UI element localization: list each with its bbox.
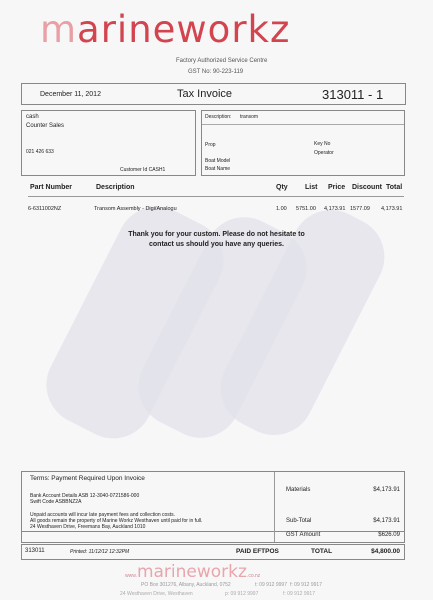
- col-part-number: Part Number: [30, 184, 73, 191]
- cell-total: 4,173.91: [381, 206, 403, 212]
- subtotal-label: Sub-Total: [286, 518, 312, 524]
- cell-qty: 1.00: [276, 206, 287, 212]
- footer-po-box: PO Box 301276, Albany, Auckland, 0752: [141, 582, 231, 588]
- late-fee-note: Unpaid accounts will incur late payment fees and collection costs.: [30, 512, 176, 518]
- cell-description: Transom Assembly - Digi/Analogu: [94, 206, 177, 212]
- footer-street: 24 Westhaven Drive, Westhaven: [120, 591, 193, 597]
- total-value: $4,800.00: [371, 548, 400, 555]
- customer-phone: 021 426 633: [26, 149, 54, 155]
- col-total: Total: [386, 184, 403, 191]
- footer-fax: f: 09 912 9917: [290, 582, 322, 588]
- footer-phone-2: p: 09 912 9997: [225, 591, 259, 597]
- invoice-ref: 313011: [25, 548, 45, 554]
- total-bar: [21, 544, 405, 560]
- gst-row: [21, 530, 405, 543]
- prop-label: Prop: [205, 142, 216, 148]
- terms-divider: [274, 472, 275, 531]
- invoice-title: Tax Invoice: [177, 88, 233, 100]
- ownership-note: All goods remain the property of Marine Workz Westhaven until paid for in full.: [30, 518, 203, 524]
- subtotal-value: $4,173.91: [373, 518, 400, 524]
- footer-logo: www.marineworkz.co.nz: [125, 562, 261, 582]
- footer-phone: t: 09 912 9997: [255, 582, 287, 588]
- boat-model-label: Boat Model: [205, 158, 231, 164]
- details-box: [201, 110, 405, 176]
- description-label: Description:: [205, 114, 232, 120]
- address-note: 24 Westhaven Drive, Freemans Bay, Auckland 1010: [30, 524, 146, 530]
- subtitle: Factory Authorized Service Centre: [176, 58, 268, 64]
- thank-you-line-1: Thank you for your custom. Please do not hesitate to: [128, 231, 305, 238]
- cell-price: 4,173.91: [324, 206, 346, 212]
- invoice-number: 313011 - 1: [322, 87, 384, 102]
- terms-label: Terms: Payment Required Upon Invoice: [30, 475, 145, 482]
- paid-status: PAID EFTPOS: [236, 548, 279, 555]
- printed-timestamp: Printed: 11/12/12 12:32PM: [70, 549, 130, 555]
- customer-box: [21, 110, 196, 176]
- col-price: Price: [328, 184, 346, 191]
- header-rule: [28, 196, 404, 197]
- description-value: transom: [240, 114, 259, 120]
- operator-label: Operator: [314, 150, 334, 156]
- customer-id: Customer Id CASH1: [120, 167, 166, 173]
- company-logo: marineworkz: [40, 8, 291, 51]
- customer-type: Counter Sales: [26, 123, 65, 129]
- boat-name-label: Boat Name: [205, 166, 231, 172]
- col-description: Description: [96, 184, 135, 191]
- customer-name: cash: [26, 114, 39, 120]
- gst-number: GST No: 90-223-119: [188, 69, 244, 75]
- invoice-header-box: [21, 83, 406, 105]
- bank-details: Bank Account Details ASB 12-3040-0721586-000: [30, 493, 140, 499]
- gst-label: GST Amount: [286, 532, 321, 538]
- materials-value: $4,173.91: [373, 487, 400, 493]
- col-discount: Discount: [352, 184, 382, 191]
- table-header: [0, 184, 433, 196]
- key-no-label: Key No: [314, 141, 331, 147]
- gst-value: $626.09: [378, 532, 400, 538]
- invoice-date: December 11, 2012: [40, 91, 101, 98]
- col-qty: Qty: [276, 184, 288, 191]
- swift-code: Swift Code ASBBNZ2A: [30, 499, 82, 505]
- footer-fax-2: f: 09 912 9917: [283, 591, 315, 597]
- col-list: List: [305, 184, 318, 191]
- terms-box: [21, 471, 405, 532]
- materials-label: Materials: [286, 487, 311, 493]
- table-row: [0, 206, 433, 216]
- total-label: TOTAL: [311, 548, 333, 555]
- thank-you-line-2: contact us should you have any queries.: [149, 241, 284, 248]
- cell-list: 5751.00: [296, 206, 316, 212]
- cell-discount: 1577.09: [350, 206, 370, 212]
- cell-part-number: 6-6311002NZ: [28, 206, 62, 212]
